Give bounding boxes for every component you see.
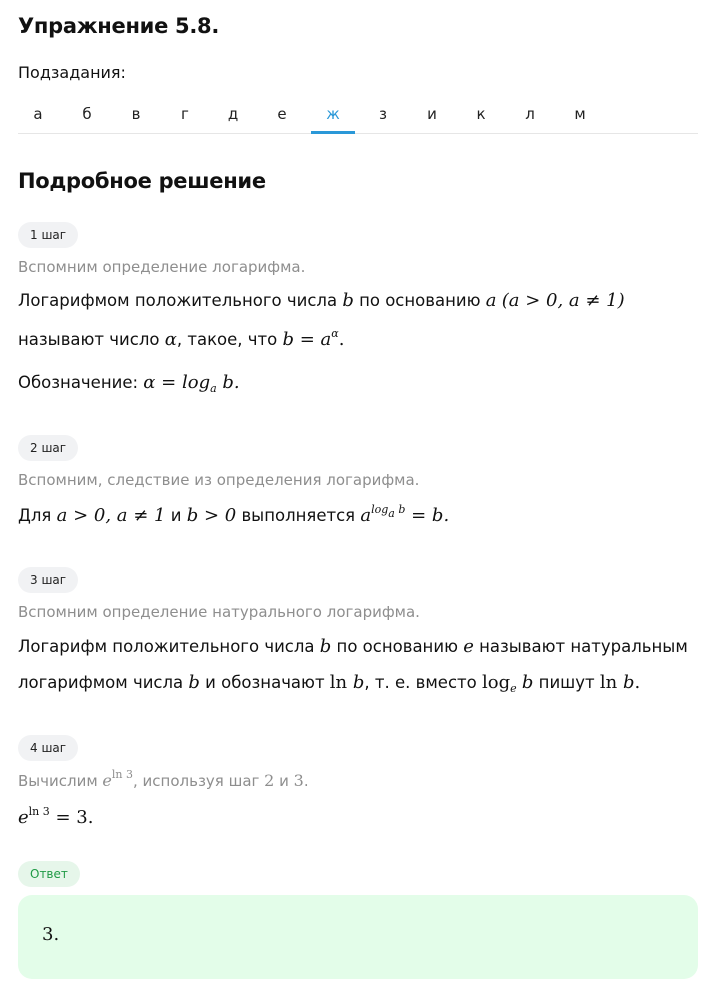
step-text: Логарифмом положительного числа b по основанию a (a > 0, a ≠ 1)	[18, 290, 625, 311]
step-text: $e^{ln 3} = 3$.	[18, 805, 94, 828]
step-badge: 1 шаг	[18, 222, 78, 248]
tab-e[interactable]: е	[277, 105, 287, 123]
step-hint: Вспомним, следствие из определения логарифма.	[18, 471, 420, 489]
step-hint: Вспомним определение натурального логарифма.	[18, 603, 420, 621]
solution-title: Подробное решение	[18, 169, 266, 193]
step-text: Логарифм положительного числа b по основанию e называют натуральным	[18, 636, 688, 657]
subtask-tabs	[18, 96, 698, 134]
tab-i[interactable]: и	[427, 105, 437, 123]
tab-z[interactable]: з	[379, 105, 387, 123]
tab-l[interactable]: л	[525, 105, 535, 123]
subtasks-label: Подзадания:	[18, 63, 126, 82]
page-title: Упражнение 5.8.	[18, 14, 220, 38]
tab-d[interactable]: д	[227, 105, 239, 123]
step-hint: Вычислим $e^{ln 3}$, используя шаг 2 и 3.	[18, 768, 309, 790]
tab-k[interactable]: к	[476, 105, 486, 123]
tab-b[interactable]: б	[82, 105, 92, 123]
tab-v[interactable]: в	[131, 105, 141, 123]
step-badge: 2 шаг	[18, 435, 78, 461]
answer-badge: Ответ	[18, 861, 80, 887]
step-hint: Вспомним определение логарифма.	[18, 258, 306, 276]
tab-g[interactable]: г	[181, 105, 189, 123]
tab-a[interactable]: а	[33, 105, 43, 123]
answer-value: 3.	[42, 924, 60, 945]
answer-box	[18, 895, 698, 979]
tab-zh[interactable]: ж	[311, 96, 355, 134]
step-text: Для a > 0, a ≠ 1 и b > 0 выполняется $a^{log_a b} = b$.	[18, 503, 450, 526]
step-text: Обозначение: $\alpha = \log_a b$.	[18, 372, 240, 395]
step-text: называют число α, такое, что $b = a^\alpha$.	[18, 327, 345, 350]
step-badge: 4 шаг	[18, 735, 78, 761]
step-text: логарифмом числа b и обозначают ln b, т. е. вместо $\log_e b$ пишут ln b.	[18, 672, 641, 695]
tab-m[interactable]: м	[574, 105, 586, 123]
step-badge: 3 шаг	[18, 567, 78, 593]
